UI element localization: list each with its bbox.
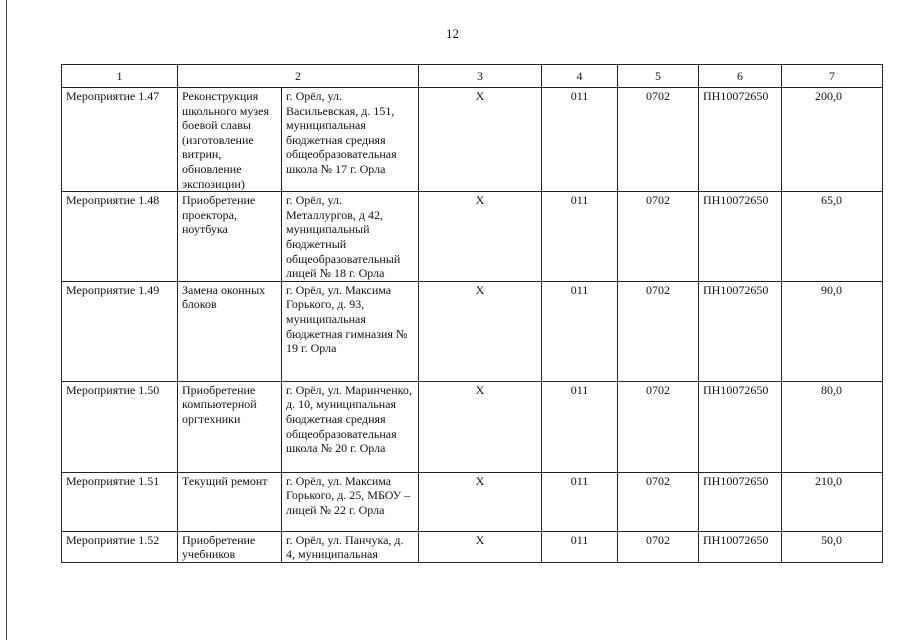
- table-row: [62, 472, 883, 531]
- col4-value: 011: [542, 192, 618, 282]
- event-description: Замена оконных блоков: [178, 281, 282, 381]
- col5-value: 0702: [618, 531, 699, 562]
- budget-table: [61, 64, 883, 563]
- event-description: Приобретение проектора, ноутбука: [178, 192, 282, 282]
- event-address: г. Орёл, ул. Маринченко, д. 10, муниципальная бюджетная средняя общеобразовательная школа № 20 г. Орла: [282, 381, 419, 472]
- col5-value: 0702: [618, 381, 699, 472]
- header-row: [62, 65, 883, 88]
- event-address: г. Орёл, ул. Максима Горького, д. 25, МБОУ – лицей № 22 г. Орла: [282, 472, 419, 531]
- col4-value: 011: [542, 531, 618, 562]
- header-col-4: 4: [542, 65, 618, 88]
- col6-value: ПН10072650: [699, 472, 782, 531]
- header-col-5: 5: [618, 65, 699, 88]
- header-col-6: 6: [699, 65, 782, 88]
- col6-value: ПН10072650: [699, 281, 782, 381]
- header-col-3: 3: [419, 65, 542, 88]
- amount-value: 50,0: [782, 531, 883, 562]
- col5-value: 0702: [618, 192, 699, 282]
- table-row: [62, 88, 883, 192]
- amount-value: 80,0: [782, 381, 883, 472]
- event-id: Мероприятие 1.51: [62, 472, 178, 531]
- col3-value: Х: [419, 531, 542, 562]
- table-row: [62, 192, 883, 282]
- event-description: Текущий ремонт: [178, 472, 282, 531]
- col6-value: ПН10072650: [699, 192, 782, 282]
- col5-value: 0702: [618, 281, 699, 381]
- col3-value: Х: [419, 281, 542, 381]
- col3-value: Х: [419, 381, 542, 472]
- page-edge-line: [6, 0, 7, 640]
- col5-value: 0702: [618, 472, 699, 531]
- header-col-7: 7: [782, 65, 883, 88]
- table-row: [62, 531, 883, 562]
- col6-value: ПН10072650: [699, 381, 782, 472]
- table-row: [62, 281, 883, 381]
- col5-value: 0702: [618, 88, 699, 192]
- amount-value: 200,0: [782, 88, 883, 192]
- col4-value: 011: [542, 88, 618, 192]
- event-id: Мероприятие 1.52: [62, 531, 178, 562]
- amount-value: 90,0: [782, 281, 883, 381]
- event-id: Мероприятие 1.50: [62, 381, 178, 472]
- col3-value: Х: [419, 472, 542, 531]
- amount-value: 65,0: [782, 192, 883, 282]
- header-col-1: 1: [62, 65, 178, 88]
- col3-value: Х: [419, 192, 542, 282]
- event-id: Мероприятие 1.48: [62, 192, 178, 282]
- event-id: Мероприятие 1.47: [62, 88, 178, 192]
- event-id: Мероприятие 1.49: [62, 281, 178, 381]
- table-row: [62, 381, 883, 472]
- col4-value: 011: [542, 472, 618, 531]
- event-address: г. Орёл, ул. Металлургов, д 42, муниципальный бюджетный общеобразовательный лицей № 18 г. Орла: [282, 192, 419, 282]
- page-number: 12: [446, 26, 459, 41]
- header-col-2: 2: [178, 65, 419, 88]
- col4-value: 011: [542, 281, 618, 381]
- event-address: г. Орёл, ул. Максима Горького, д. 93, муниципальная бюджетная гимназия № 19 г. Орла: [282, 281, 419, 381]
- event-description: Приобретение компьютерной оргтехники: [178, 381, 282, 472]
- event-description: Приобретение учебников: [178, 531, 282, 562]
- col6-value: ПН10072650: [699, 88, 782, 192]
- amount-value: 210,0: [782, 472, 883, 531]
- event-address: г. Орёл, ул. Панчука, д. 4, муниципальная: [282, 531, 419, 562]
- event-description: Реконструкция школьного музея боевой славы (изготовление витрин, обновление экспозиции): [178, 88, 282, 192]
- col3-value: Х: [419, 88, 542, 192]
- event-address: г. Орёл, ул. Васильевская, д. 151, муниципальная бюджетная средняя общеобразовательная школа № 17 г. Орла: [282, 88, 419, 192]
- col4-value: 011: [542, 381, 618, 472]
- col6-value: ПН10072650: [699, 531, 782, 562]
